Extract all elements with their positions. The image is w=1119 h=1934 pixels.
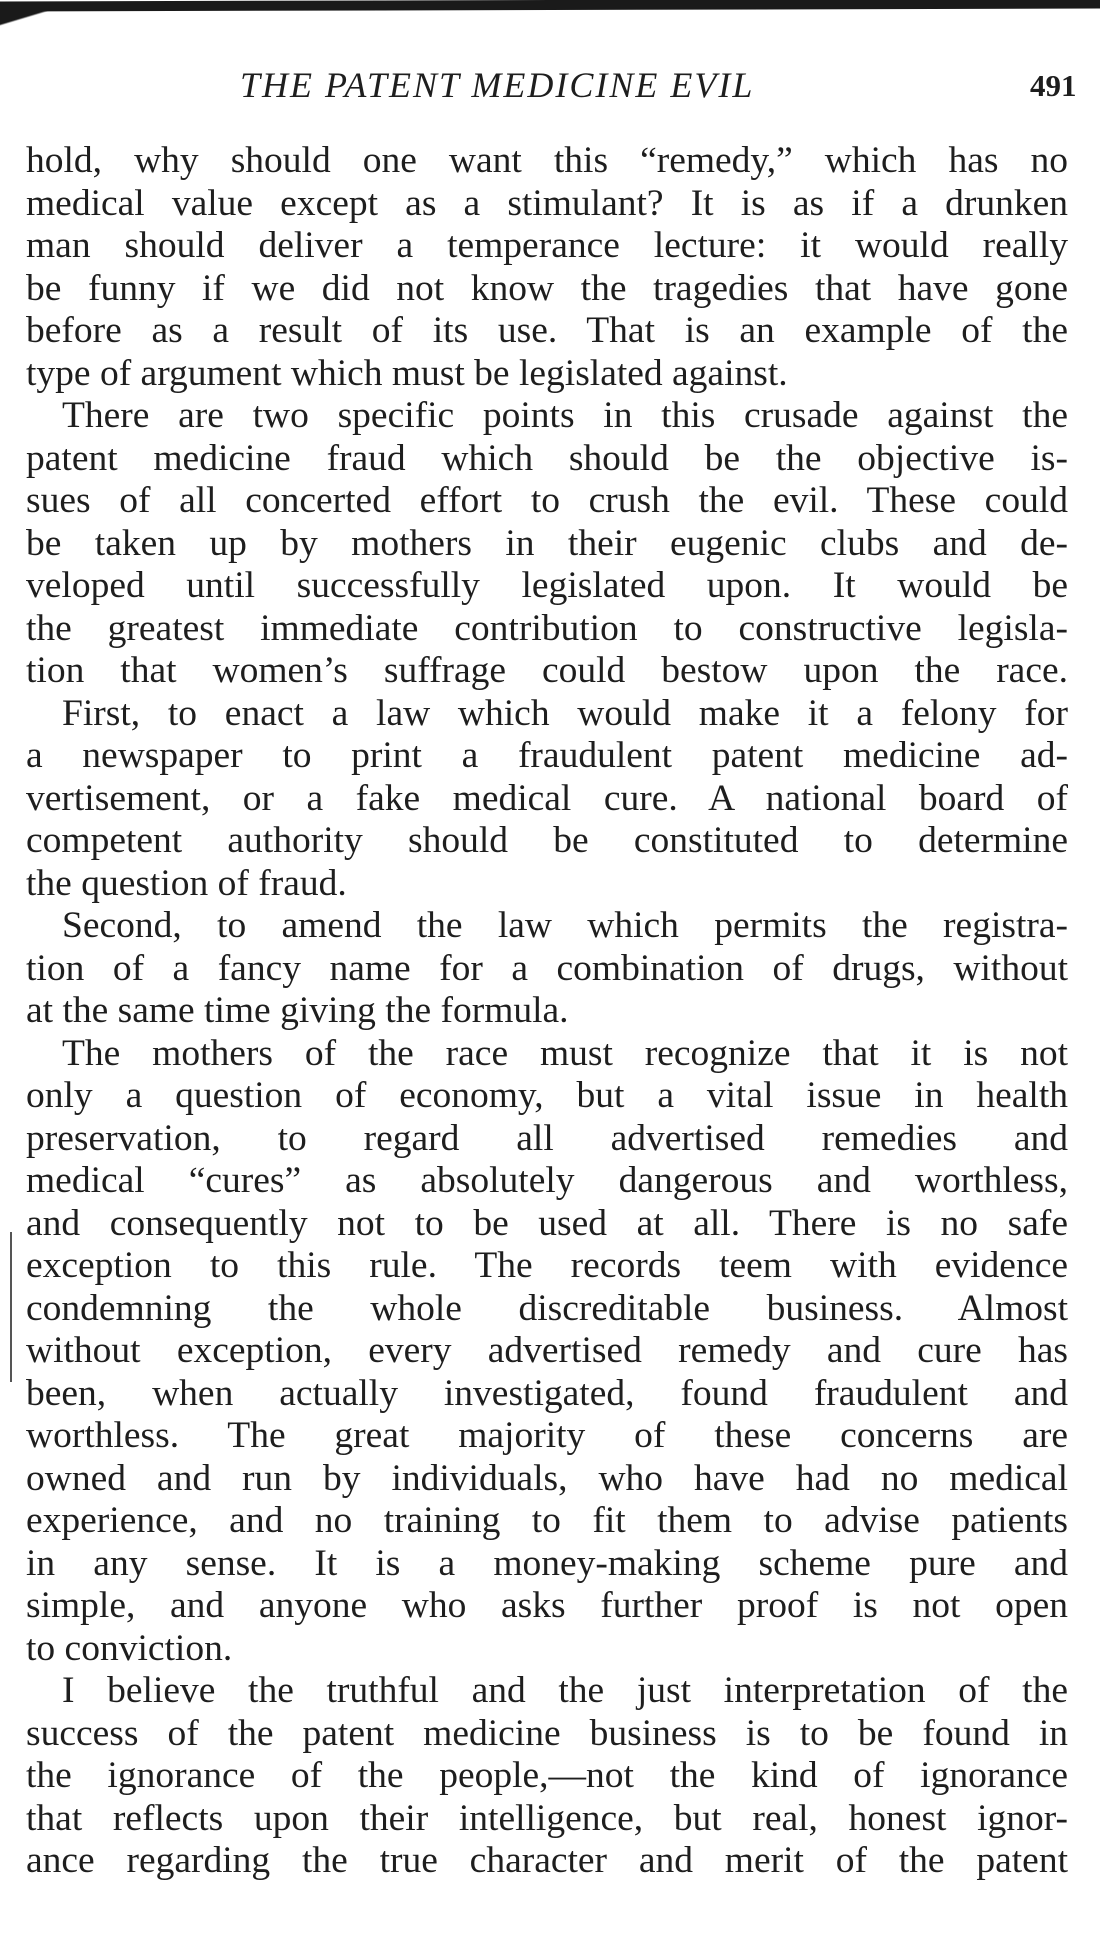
text-line: experience, and no training to fit them to advise patients — [26, 1500, 1068, 1541]
text-line: that reflects upon their intelligence, but real, honest ignor- — [26, 1797, 1068, 1839]
text-line: sues of all concerted effort to crush the evil. These could — [26, 480, 1068, 521]
text-line: a newspaper to print a fraudulent patent medicine ad- — [26, 735, 1068, 776]
text-line: hold, why should one want this “remedy,” which has no — [26, 140, 1068, 181]
text-line: tion that women’s suffrage could bestow upon the race. — [26, 650, 1068, 691]
text-line: been, when actually investigated, found fraudulent and — [26, 1372, 1068, 1414]
text-line: exception to this rule. The records teem with evidence — [26, 1245, 1068, 1286]
text-line: I believe the truthful and the just interpretation of the — [62, 1670, 1068, 1711]
text-line: veloped until successfully legislated upon. It would be — [26, 565, 1068, 606]
text-line: ance regarding the true character and merit of the patent — [26, 1840, 1068, 1881]
text-line: preservation, to regard all advertised remedies and — [26, 1117, 1068, 1159]
text-line: in any sense. It is a money-making scheme pure and — [26, 1542, 1068, 1584]
top-rule-corner — [0, 8, 60, 26]
text-line: at the same time giving the formula. — [26, 990, 569, 1031]
text-line: competent authority should be constituted to determine — [26, 820, 1068, 861]
text-line: only a question of economy, but a vital issue in health — [26, 1075, 1068, 1116]
text-line: success of the patent medicine business is to be found in — [26, 1712, 1068, 1754]
text-line: and consequently not to be used at all. There is no safe — [26, 1202, 1068, 1244]
top-rule — [0, 0, 1100, 11]
margin-mark — [10, 1232, 12, 1382]
text-line: to conviction. — [26, 1627, 233, 1669]
running-head — [0, 64, 1119, 114]
text-line: First, to enact a law which would make it a felony for — [62, 692, 1068, 734]
text-line: medical value except as a stimulant? It is as if a drunken — [26, 182, 1068, 224]
text-line: The mothers of the race must recognize that it is not — [62, 1032, 1068, 1074]
text-line: be funny if we did not know the tragedies that have gone — [26, 267, 1068, 309]
text-line: simple, and anyone who asks further proof is not open — [26, 1585, 1068, 1626]
page-text — [26, 140, 1068, 1883]
text-line: Second, to amend the law which permits the registra- — [62, 905, 1068, 946]
text-line: the question of fraud. — [26, 862, 347, 904]
text-line: be taken up by mothers in their eugenic clubs and de- — [26, 522, 1068, 564]
text-line: type of argument which must be legislated against. — [26, 352, 788, 394]
text-line: patent medicine fraud which should be the objective is- — [26, 437, 1068, 479]
running-title: THE PATENT MEDICINE EVIL — [240, 65, 755, 105]
text-line: worthless. The great majority of these concerns are — [26, 1415, 1068, 1456]
text-line: without exception, every advertised remedy and cure has — [26, 1330, 1068, 1371]
text-line: medical “cures” as absolutely dangerous and worthless, — [26, 1160, 1068, 1201]
page-number: 491 — [1030, 68, 1077, 103]
text-line: the greatest immediate contribution to constructive legisla- — [26, 607, 1068, 649]
text-line: There are two specific points in this crusade against the — [62, 395, 1068, 436]
text-line: man should deliver a temperance lecture: it would really — [26, 225, 1068, 266]
text-line: vertisement, or a fake medical cure. A national board of — [26, 777, 1068, 819]
text-line: condemning the whole discreditable business. Almost — [26, 1287, 1068, 1329]
text-line: owned and run by individuals, who have had no medical — [26, 1457, 1068, 1499]
text-line: before as a result of its use. That is an example of the — [26, 310, 1068, 351]
text-line: tion of a fancy name for a combination of drugs, without — [26, 947, 1068, 989]
text-line: the ignorance of the people,—not the kind of ignorance — [26, 1755, 1068, 1796]
